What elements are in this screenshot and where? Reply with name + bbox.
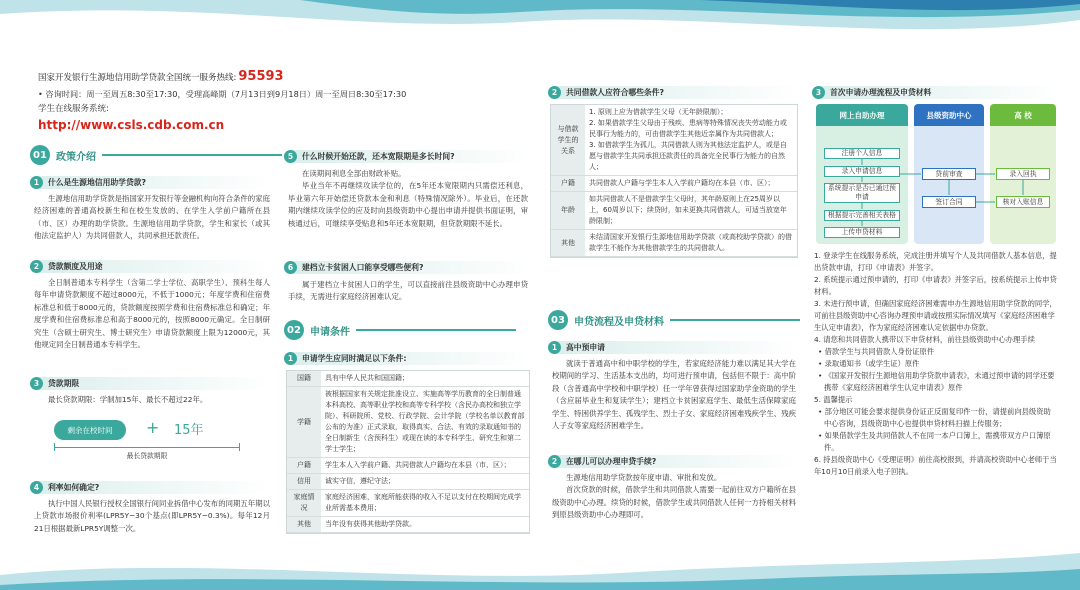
list-item: • 如果借款学生及共同借款人不在同一本户口簿上，需携带双方户口簿原件。 [818,431,1051,452]
row-key: 其他 [551,230,585,257]
list-item: 1. 登录学生在线服务系统，完成注册并填写个人及共同借款人基本信息，提出贷款申请，打印《申请表》并签字。 [814,251,1057,272]
flow-step-register: 注册个人信息 [824,148,900,159]
row-key: 户籍 [287,458,321,474]
row-key: 国籍 [287,371,321,387]
q11-title: 首次申请办理流程及申贷材料 [830,88,932,97]
section-title: 申请条件 [310,326,350,338]
list-item: 3. 未进行预申请，但确因家庭经济困难需申办生源地信用助学贷款的同学，可前往县级资助中心咨询办理预申请或按照实际情况填写《家庭经济困难学生认定申请表》，作为家庭经济困难认定依据申办贷款。 [814,299,1057,332]
flow-header-county: 县级资助中心 [914,104,984,126]
list-item: 5. 温馨提示 [814,395,853,404]
q3-number: 3 [30,377,43,390]
row-key: 家庭情况 [287,490,321,517]
hotline-number: 95593 [238,69,284,84]
contact-header [38,69,407,135]
table-row [287,517,529,533]
row-key: 其他 [287,517,321,533]
q5-number: 5 [284,150,297,163]
row-value: 共同借款人户籍与学生本人入学前户籍均在本县（市、区）； [585,176,797,192]
section-title: 政策介绍 [56,151,96,163]
row-value: 具有中华人民共和国国籍； [321,371,529,387]
q2-body: 全日制普通本专科学生（含第二学士学位、高职学生）、预科生每人每年申请贷款额度不超过8000元，不低于1000元；年度学费和住宿费标准总和低于8000元的，贷款额度按照学费和住宿费标准总和确定；年度学费和住宿费标准总和高于8000元的，按照8000元确定。全日制研究生（含硕士研究生、博士研究生）申请贷款额度上限为12000元，其他规定同全日制普通本专科学生。 [34,278,270,350]
q6-number: 6 [284,261,297,274]
q5-body: 在读期间利息全部由财政补贴。 毕业当年不再继续攻读学位的，在5年还本宽限期内只需偿还利息，毕业第六年开始偿还贷款本金和利息（特殊情况除外）。毕业后，在还款期内继续攻读学位的应及时向县级资助中心提出申请并提供书面证明，审核通过后，可继续享受贴息和5年还本宽限期，但贷款期限不延长。 [288,169,528,228]
section-01-heading [30,145,282,165]
table-row [551,105,797,176]
row-value: 如共同借款人不是借款学生父母时，其年龄原则上在25周岁以上，60周岁以下；续贷时，如未更换共同借款人，可适当放宽年龄限制； [585,192,797,230]
q6-heading [284,261,530,274]
flow-step-enter-info: 录入申请信息 [824,166,900,177]
list-item: • 《国家开发银行生源地信用助学贷款申请表》，未通过预申请的同学还要携带《家庭经济困难学生认定申请表》原件 [818,371,1055,392]
bottom-wave-decoration [0,535,1080,590]
q11-number: 3 [812,86,825,99]
row-value: 诚实守信，遵纪守法； [321,474,529,490]
q10-body: 生源地信用助学贷款按年度申请、审批和发放。 首次贷款的时候，借款学生和共同借款人需要一起前往双方户籍所在县级资助中心办理。续贷的时候，借款学生或共同借款人任何一方持相关材料到原县级资助中心办理即可。 [552,473,796,520]
flow-step-enter-receipt: 录入回执 [996,168,1050,180]
plus-sign: + [146,418,160,437]
q2-title: 贷款额度及用途 [48,262,103,271]
table-row [551,176,797,192]
list-item: • 借款学生与共同借款人身份证原件 [818,347,935,356]
q4-title: 利率如何确定? [48,483,100,492]
term-caption: 最长贷款期限 [114,450,180,460]
table-row [287,458,529,474]
flow-step-sign-contract: 签订合同 [922,196,976,208]
section-number: 03 [548,310,568,330]
list-item: 6. 持县级资助中心《受理证明》前往高校报到，并请高校资助中心老师于当年10月10日前录入电子回执。 [814,455,1057,476]
flow-header-online: 网上自助办理 [816,104,908,126]
list-item: 2. 系统提示通过预申请的，打印《申请表》并签字后，按系统提示上传申贷材料。 [814,275,1057,296]
applicant-conditions-table [286,370,530,534]
row-value: 学生本人入学前户籍、共同借款人户籍均在本县（市、区）； [321,458,529,474]
row-key: 户籍 [551,176,585,192]
fifteen-years: 15年 [174,423,204,438]
flow-step-precheck-review: 贷前审查 [922,168,976,180]
q7-heading [284,352,530,365]
loan-term-diagram [54,420,264,460]
section-number: 01 [30,145,50,165]
section-02-heading [284,320,516,340]
site-url-link[interactable]: http://www.csls.cdb.com.cn [38,118,225,132]
section-number: 02 [284,320,304,340]
flow-step-prechecked: 系统提示是否已通过预申请 [824,183,900,203]
row-value: 1. 原则上应为借款学生父母（无年龄限制）； 2. 如果借款学生父母由于残疾、患病等特殊情况丧失劳动能力或民事行为能力的，可由借款学生其他近亲属作为共同借款人； 3. 如借款学生为孤儿，共同借款人则为其他法定监护人，或是自愿与借款学生共同承担还款责任的具备完全民事行为能力的自然人； [585,105,797,176]
q4-heading [30,481,270,494]
table-row [287,490,529,517]
section-title: 申贷流程及申贷材料 [574,316,664,328]
q3-heading [30,377,270,390]
q5-heading [284,150,530,163]
row-value: 未结清国家开发银行生源地信用助学贷款（或高校助学贷款）的借款学生不能作为其他借款学生的共同借款人。 [585,230,797,257]
flow-header-college: 高 校 [990,104,1056,126]
consult-time: • 咨询时间：周一至周五8:30至17:30，受理高峰期（7月13日到9月18日）周一至周日8:30至17:30 [38,89,407,99]
table-row [287,371,529,387]
q9-heading [548,341,798,354]
list-item: • 部分地区可能会要求提供身份证正反面复印件一份，请提前向县级资助中心咨询，县级资助中心也提供申贷材料扫描上传服务； [818,407,1051,428]
row-value: 被根据国家有关规定批准设立、实施高等学历教育的全日制普通本科高校、高等职业学校和高等专科学校（含民办高校和独立学院）、科研院所、党校、行政学院、会计学院（学校名单以教育部公布的为准）正式录取，取得真实、合法、有效的录取通知书的全日制新生（含预科生）或现在读的本专科学生、研究生和第二学士学生； [321,387,529,458]
q3-title: 贷款期限 [48,379,80,388]
q8-title: 共同借款人应符合哪些条件? [566,88,665,97]
q1-title: 什么是生源地信用助学贷款? [48,178,147,187]
q4-body: 执行中国人民银行授权全国银行间同业拆借中心发布的同期五年期以上贷款市场报价利率(LPR5Y−30个基点(即LPR5Y−0.3%)。每年12月21日根据最新LPR5Y调整一次。 [34,499,270,533]
q5-title: 什么时候开始还款，还本宽限期是多长时间? [302,152,455,161]
row-key: 信用 [287,474,321,490]
section-rule [356,329,516,331]
row-key: 与借款学生的关系 [551,105,585,176]
q10-title: 在哪儿可以办理申贷手续? [566,457,657,466]
hotline-line [38,70,288,85]
q9-title: 高中预申请 [566,343,605,352]
q10-heading [548,455,798,468]
row-key: 学籍 [287,387,321,458]
table-row [287,474,529,490]
row-key: 年龄 [551,192,585,230]
section-03-heading [548,310,800,330]
q2-number: 2 [30,260,43,273]
hotline-label: 国家开发银行生源地信用助学贷款全国统一服务热线: [38,73,237,83]
section-rule [670,319,800,321]
q9-body: 就读于普通高中和中职学校的学生，若家庭经济能力难以满足其大学在校期间的学习、生活基本支出的，均可进行预申请，包括但不限于：高中阶段（含普通高中学校和中职学校）任一学年曾获得过国家助学金资助的学生（含应届毕业生和复读学生）；建档立卡贫困家庭学生、最低生活保障家庭学生、特困供养学生、孤残学生、烈士子女、家庭经济困难残疾学生、残疾人子女等家庭经济困难学生。 [552,359,796,431]
remaining-time-pill: 剩余在校时间 [54,420,126,440]
q8-number: 2 [548,86,561,99]
flow-step-upload: 上传申贷材料 [824,227,900,238]
list-item: 4. 请您和共同借款人携带以下申贷材料，前往县级资助中心办理手续 [814,335,1035,344]
q11-heading [812,86,1060,99]
top-wave-decoration [0,0,1080,60]
q2-heading [30,260,270,273]
term-bracket-left [54,443,55,451]
flow-arrows [816,104,1058,244]
q4-number: 4 [30,481,43,494]
table-row [551,192,797,230]
row-value: 家庭经济困难，家庭所能获得的收入不足以支付在校期间完成学业所需基本费用； [321,490,529,517]
q6-title: 建档立卡贫困人口能享受哪些便利? [302,263,424,272]
q3-body: 最长贷款期限：学制加15年、最长不超过22年。 [48,395,208,404]
q8-heading [548,86,798,99]
flow-step-verify-account: 核对入账信息 [996,196,1050,208]
q7-number: 1 [284,352,297,365]
q1-number: 1 [30,176,43,189]
site-label: 学生在线服务系统: [38,104,109,114]
flow-step-complete-forms: 根据提示完善相关表格 [824,210,900,221]
term-bracket-right [239,443,240,451]
service-site-line [38,101,288,135]
application-flowchart [816,104,1058,244]
row-value: 当年没有获得其他助学贷款。 [321,517,529,533]
table-row [551,230,797,257]
co-borrower-table [550,104,798,258]
list-item: • 录取通知书（或学生证）原件 [818,359,920,368]
q7-title: 申请学生应同时满足以下条件: [302,354,407,363]
q9-number: 1 [548,341,561,354]
q6-body: 属于建档立卡贫困人口的学生，可以直接前往县级资助中心办理申贷手续，无需进行家庭经济困难认定。 [288,280,528,302]
term-bracket-line [54,447,240,448]
q1-body: 生源地信用助学贷款是指国家开发银行等金融机构向符合条件的家庭经济困难的普通高校新生和在校生发放的、在学生入学前户籍所在县（市、区）办理的助学贷款。生源地信用助学贷款，学生和家长（或其他法定监护人）为共同借款人，共同承担还款责任。 [34,194,270,241]
q10-number: 2 [548,455,561,468]
table-row [287,387,529,458]
section-rule [102,154,282,156]
application-steps-list [814,250,1058,478]
q1-heading [30,176,270,189]
